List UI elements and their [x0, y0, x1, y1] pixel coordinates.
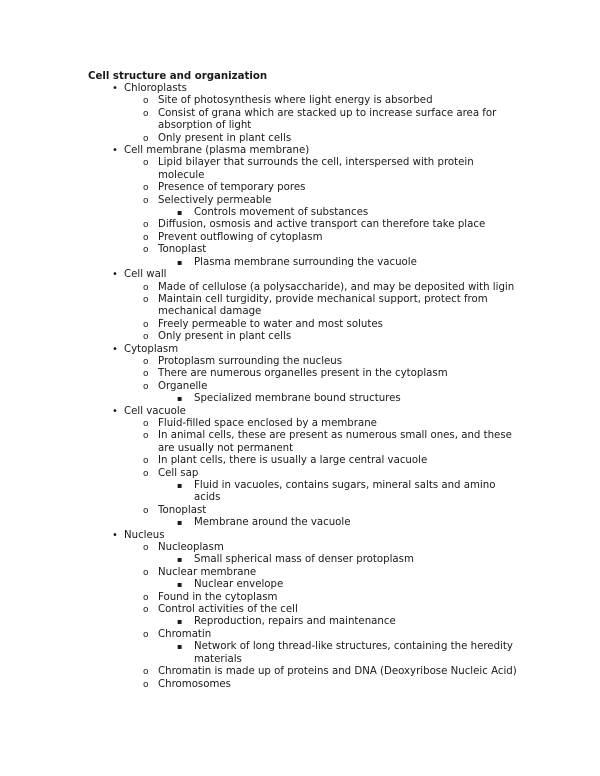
outline-item-level-2 — [88, 319, 518, 331]
bullet-circle-icon: o — [143, 431, 149, 442]
document-page — [88, 70, 518, 691]
outline-item-text: Membrane around the vacuole — [194, 517, 351, 529]
outline-item-level-2 — [88, 133, 518, 145]
outline-item-text: Nuclear envelope — [194, 579, 284, 591]
outline-item-text: Diffusion, osmosis and active transport can therefore take place — [158, 219, 486, 231]
outline-item-level-2 — [88, 542, 518, 554]
bullet-square-icon: ▪ — [177, 642, 183, 652]
outline-item-level-1 — [88, 83, 518, 95]
bullet-dot-icon: • — [112, 83, 118, 94]
outline-item-level-2 — [88, 368, 518, 380]
bullet-circle-icon: o — [143, 232, 149, 243]
outline-item-text: Only present in plant cells — [158, 331, 292, 343]
bullet-dot-icon: • — [112, 343, 118, 355]
outline-item-text: Chromosomes — [158, 678, 231, 690]
outline-item-level-2 — [88, 567, 518, 579]
bullet-circle-icon: o — [143, 629, 149, 640]
outline-item-text: Only present in plant cells — [158, 132, 292, 144]
bullet-circle-icon: o — [143, 220, 149, 231]
bullet-circle-icon: o — [143, 133, 149, 144]
bullet-circle-icon: o — [143, 592, 149, 603]
outline-item-level-2 — [88, 331, 518, 343]
outline-item-text: Prevent outflowing of cytoplasm — [158, 231, 323, 243]
bullet-circle-icon: o — [143, 543, 149, 554]
outline-item-text: Freely permeable to water and most solutes — [158, 318, 383, 330]
outline-item-text: Chloroplasts — [124, 83, 187, 94]
bullet-dot-icon: • — [112, 145, 118, 157]
bullet-square-icon: ▪ — [177, 394, 183, 404]
page-title: Cell structure and organization — [88, 71, 268, 82]
outline-item-level-3 — [88, 393, 518, 405]
outline-list — [88, 83, 518, 691]
outline-item-level-2 — [88, 505, 518, 517]
outline-item-text: There are numerous organelles present in the cytoplasm — [158, 368, 448, 380]
outline-item-level-2 — [88, 219, 518, 231]
bullet-circle-icon: o — [143, 505, 149, 516]
bullet-circle-icon: o — [143, 332, 149, 343]
outline-item-text: Made of cellulose (a polysaccharide), and may be deposited with ligin — [158, 281, 515, 293]
bullet-circle-icon: o — [143, 183, 149, 194]
outline-item-text: Chromatin — [158, 628, 212, 640]
outline-item-text: Specialized membrane bound structures — [194, 393, 401, 405]
outline-item-level-2 — [88, 157, 518, 182]
bullet-circle-icon: o — [143, 195, 149, 206]
outline-item-level-2 — [88, 108, 518, 133]
bullet-circle-icon: o — [143, 245, 149, 256]
bullet-circle-icon: o — [143, 294, 149, 305]
outline-item-text: Cell vacuole — [124, 405, 186, 417]
bullet-circle-icon: o — [143, 418, 149, 429]
outline-item-level-1 — [88, 530, 518, 542]
outline-item-text: In plant cells, there is usually a large central vacuole — [158, 455, 428, 467]
outline-item-text: Organelle — [158, 380, 208, 392]
outline-item-text: Cell wall — [124, 269, 167, 281]
bullet-square-icon: ▪ — [177, 617, 183, 627]
outline-item-level-2 — [88, 679, 518, 691]
bullet-circle-icon: o — [143, 468, 149, 479]
outline-item-text: Cell sap — [158, 467, 199, 479]
bullet-circle-icon: o — [143, 158, 149, 169]
outline-item-text: Fluid-filled space enclosed by a membrane — [158, 417, 377, 429]
outline-item-level-3 — [88, 257, 518, 269]
outline-item-level-3 — [88, 207, 518, 219]
bullet-square-icon: ▪ — [177, 481, 183, 490]
outline-item-text: Network of long thread-like structures, containing the heredity materials — [194, 641, 513, 665]
bullet-circle-icon: o — [143, 369, 149, 380]
outline-item-level-2 — [88, 468, 518, 480]
outline-item-level-2 — [88, 430, 518, 455]
bullet-circle-icon: o — [143, 667, 149, 678]
outline-item-level-3 — [88, 641, 518, 666]
bullet-circle-icon: o — [143, 108, 149, 119]
outline-item-text: Control activities of the cell — [158, 604, 298, 616]
outline-item-text: Presence of temporary pores — [158, 182, 306, 194]
outline-item-text: In animal cells, these are present as numerous small ones, and these are usually not permanent — [158, 430, 512, 454]
outline-item-text: Fluid in vacuoles, contains sugars, mineral salts and amino acids — [194, 480, 496, 504]
outline-item-text: Maintain cell turgidity, provide mechanical support, protect from mechanical damage — [158, 293, 488, 318]
outline-item-text: Site of photosynthesis where light energy is absorbed — [158, 95, 433, 107]
outline-item-text: Reproduction, repairs and maintenance — [194, 616, 396, 628]
bullet-circle-icon: o — [143, 319, 149, 330]
bullet-square-icon: ▪ — [177, 208, 183, 218]
bullet-circle-icon: o — [143, 96, 149, 107]
outline-item-level-2 — [88, 455, 518, 467]
outline-item-level-2 — [88, 282, 518, 294]
outline-item-level-3 — [88, 616, 518, 628]
bullet-dot-icon: • — [112, 269, 118, 281]
outline-item-text: Consist of grana which are stacked up to increase surface area for absorption of light — [158, 107, 497, 132]
outline-item-level-2 — [88, 232, 518, 244]
bullet-square-icon: ▪ — [177, 257, 183, 267]
bullet-square-icon: ▪ — [177, 518, 183, 528]
outline-item-level-2 — [88, 604, 518, 616]
outline-item-text: Nuclear membrane — [158, 566, 257, 578]
outline-item-level-1 — [88, 145, 518, 157]
outline-item-text: Cell membrane (plasma membrane) — [124, 145, 310, 157]
outline-item-text: Cytoplasm — [124, 343, 179, 355]
outline-item-text: Chromatin is made up of proteins and DNA (Deoxyribose Nucleic Acid) — [158, 666, 517, 678]
outline-item-level-2 — [88, 381, 518, 393]
outline-item-level-1 — [88, 269, 518, 281]
outline-item-level-2 — [88, 182, 518, 194]
bullet-circle-icon: o — [143, 282, 149, 293]
bullet-circle-icon: o — [143, 567, 149, 578]
outline-item-level-2 — [88, 244, 518, 256]
bullet-dot-icon: • — [112, 405, 118, 417]
bullet-circle-icon: o — [143, 356, 149, 367]
bullet-circle-icon: o — [143, 456, 149, 467]
bullet-circle-icon: o — [143, 381, 149, 392]
outline-item-level-2 — [88, 95, 518, 107]
bullet-square-icon: ▪ — [177, 555, 183, 565]
bullet-dot-icon: • — [112, 529, 118, 541]
outline-item-text: Controls movement of substances — [194, 207, 369, 219]
outline-item-text: Small spherical mass of denser protoplasm — [194, 554, 414, 566]
outline-item-level-3 — [88, 579, 518, 591]
outline-item-level-3 — [88, 480, 518, 505]
outline-item-text: Nucleus — [124, 529, 165, 541]
outline-item-level-2 — [88, 629, 518, 641]
outline-item-level-1 — [88, 406, 518, 418]
outline-item-text: Protoplasm surrounding the nucleus — [158, 355, 343, 367]
outline-item-level-2 — [88, 418, 518, 430]
bullet-circle-icon: o — [143, 605, 149, 616]
outline-item-text: Found in the cytoplasm — [158, 591, 278, 603]
outline-item-text: Plasma membrane surrounding the vacuole — [194, 256, 417, 268]
outline-item-text: Nucleoplasm — [158, 542, 224, 554]
outline-item-level-2 — [88, 195, 518, 207]
outline-item-level-2 — [88, 356, 518, 368]
bullet-circle-icon: o — [143, 679, 149, 690]
outline-item-level-2 — [88, 666, 518, 678]
bullet-square-icon: ▪ — [177, 580, 183, 590]
outline-item-level-2 — [88, 592, 518, 604]
outline-item-text: Tonoplast — [158, 244, 207, 256]
outline-item-level-2 — [88, 294, 518, 319]
outline-item-level-3 — [88, 517, 518, 529]
outline-item-text: Selectively permeable — [158, 194, 272, 206]
outline-item-level-1 — [88, 344, 518, 356]
outline-item-text: Lipid bilayer that surrounds the cell, interspersed with protein molecule — [158, 157, 474, 181]
outline-item-text: Tonoplast — [158, 504, 207, 516]
outline-item-level-3 — [88, 554, 518, 566]
